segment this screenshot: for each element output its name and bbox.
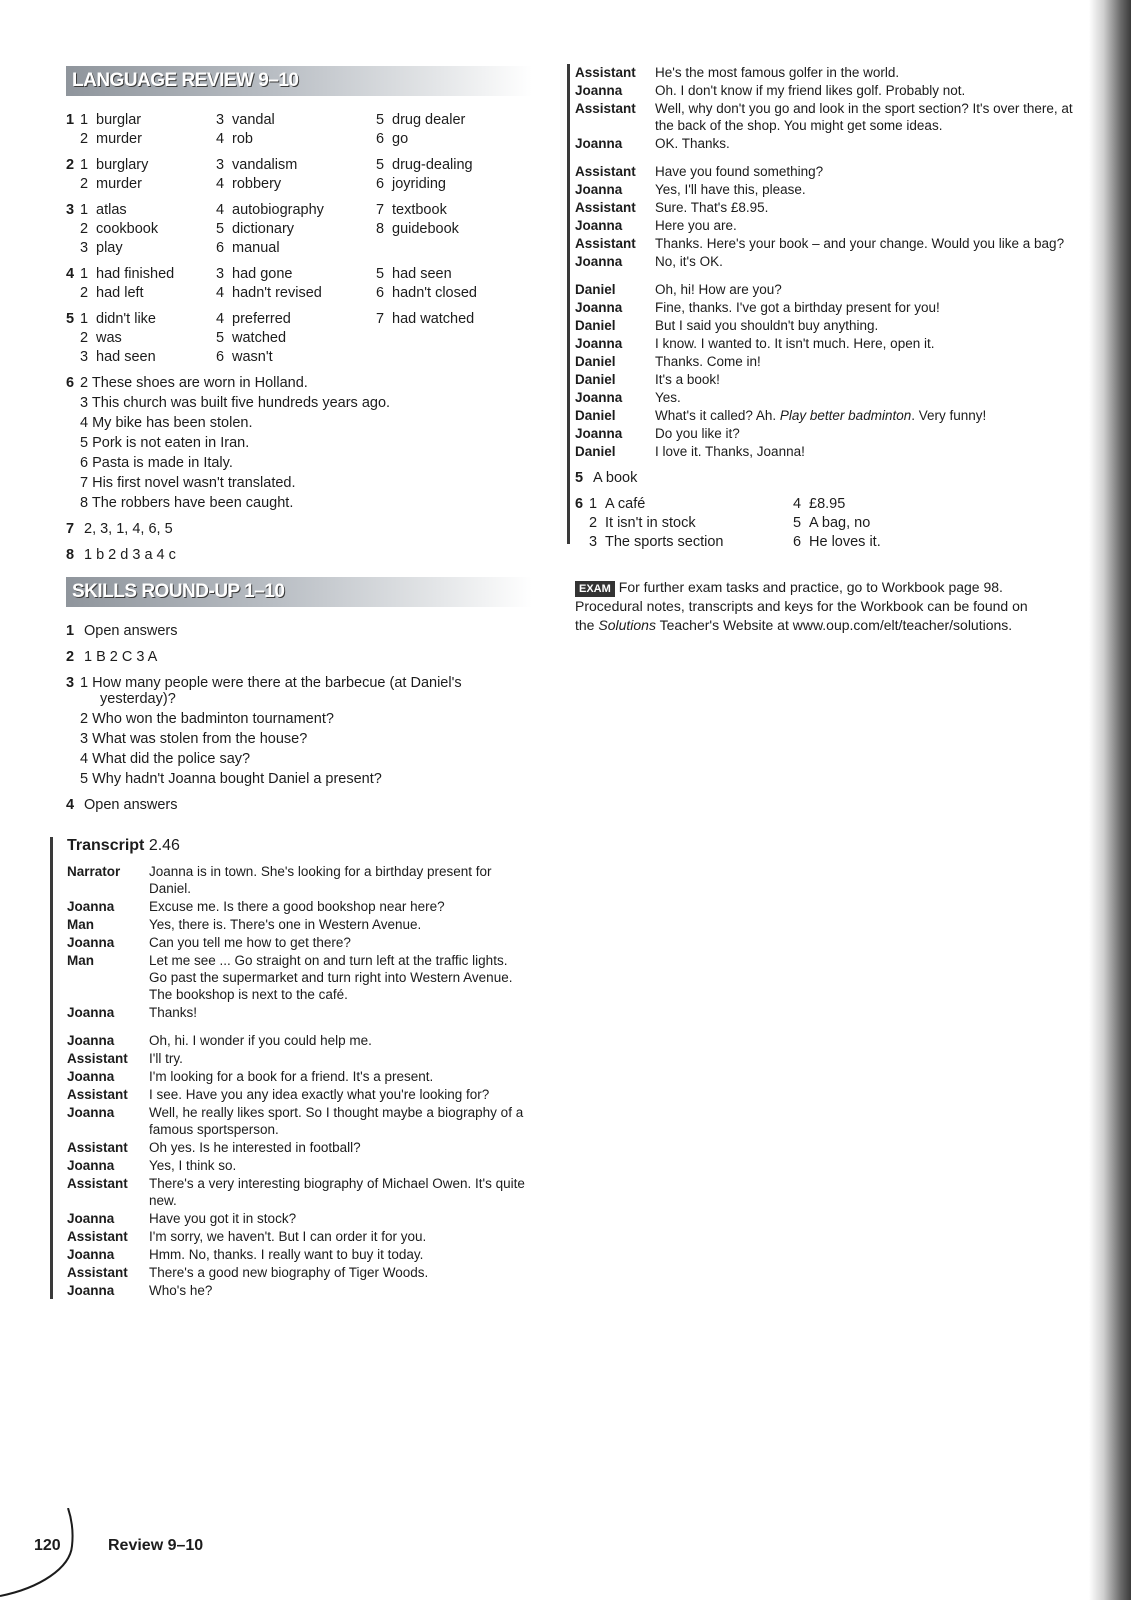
speech-text: Thanks!: [149, 1005, 198, 1020]
speech-text: Oh yes. Is he interested in football?: [149, 1140, 361, 1155]
sr-exercise-3: 3 1 How many people were there at the barbecue (at Daniel's yesterday)? 2 Who won the badminton tournament? 3 What was stolen from the house? 4 What did the police say? 5 Why hadn't Joanna bought Daniel a present?: [66, 675, 526, 787]
answer-item: 2 murder: [80, 131, 142, 147]
answer-line: 2 These shoes are worn in Holland.: [80, 375, 308, 391]
answer-line: 5 Pork is not eaten in Iran.: [80, 435, 250, 451]
answer-item: 5 drug-dealing: [376, 157, 473, 173]
dialogue-line: [575, 335, 1075, 352]
lr-exercise-4: 4 1 had finished 3 had gone 5 had seen 2 had left 4 hadn't revised 6 hadn't closed: [66, 266, 526, 301]
speaker-name: Daniel: [575, 354, 616, 369]
dialogue-line: [67, 1246, 526, 1263]
speech-text: There's a very interesting biography of Michael Owen. It's quite new.: [149, 1176, 525, 1208]
answer-item: [376, 330, 526, 346]
speaker-name: Joanna: [575, 218, 623, 233]
speaker-name: Joanna: [67, 1105, 115, 1120]
speech-text: I know. I wanted to. It isn't much. Here, open it.: [655, 336, 935, 351]
speech-text: Yes.: [655, 390, 681, 405]
dialogue-line: [67, 1104, 526, 1138]
lr-exercise-6: 6 2 These shoes are worn in Holland. 3 This church was built five hundreds years ago. 4 My bike has been stolen. 5 Pork is not eaten in Iran. 6 Pasta is made in Italy. 7 His first novel wasn't translated. 8 The robbers have been caught.: [66, 375, 526, 511]
speaker-name: Joanna: [67, 1247, 115, 1262]
lr-exercise-5: 5 1 didn't like 4 preferred 7 had watched 2 was 5 watched 3 had seen 6 wasn't: [66, 311, 526, 365]
transcript-block: [50, 837, 526, 1299]
dialogue-line: [67, 1086, 526, 1103]
transcript-dialogue-2: [67, 1032, 526, 1299]
dialogue-line: [67, 1282, 526, 1299]
speaker-name: Assistant: [575, 200, 636, 215]
answer-item: 2 cookbook: [80, 221, 159, 237]
speaker-name: Joanna: [67, 1033, 115, 1048]
dialogue-line: [575, 353, 1075, 370]
dialogue-line: [575, 135, 1075, 152]
lr-exercise-3-answers: [80, 202, 526, 256]
lr-exercise-2-answers: [80, 157, 526, 192]
transcript-title: Transcript 2.46: [67, 837, 180, 854]
answer-item: 3 vandal: [216, 112, 275, 128]
speaker-name: Narrator: [67, 864, 121, 879]
right-column: [575, 64, 1075, 635]
answer-item: 1 atlas: [80, 202, 127, 218]
dialogue-line: [575, 235, 1075, 252]
answer-item: 4 rob: [216, 131, 253, 147]
transcript-dialogue-4: [575, 163, 1075, 270]
dialogue-line: [575, 163, 1075, 180]
speech-text: Well, he really likes sport. So I thought maybe a biography of a famous sportsperson.: [149, 1105, 524, 1137]
sr-exercise-3-answers: [80, 675, 526, 787]
page-footer: [0, 1508, 400, 1600]
lr-exercise-8: 8 1 b 2 d 3 a 4 c: [66, 547, 176, 563]
dialogue-line: [67, 1264, 526, 1281]
speaker-name: Assistant: [67, 1051, 128, 1066]
speaker-name: Daniel: [575, 444, 616, 459]
answer-line: 4 My bike has been stolen.: [80, 415, 253, 431]
page-binding-shadow: [1089, 0, 1131, 1600]
answer-item: 3 play: [80, 240, 123, 256]
sr-exercise-6: 6 1 A café 4 £8.95 2 It isn't in stock 5 A bag, no 3 The sports section 6 He loves it.: [575, 496, 1075, 550]
dialogue-line: [67, 916, 526, 933]
answer-item: 4 robbery: [216, 176, 282, 192]
dialogue-line: [575, 199, 1075, 216]
answer-item: 2 It isn't in stock: [589, 515, 696, 531]
left-column: [66, 66, 526, 1300]
speaker-name: Joanna: [575, 390, 623, 405]
dialogue-line: [67, 1157, 526, 1174]
speech-text: Can you tell me how to get there?: [149, 935, 351, 950]
dialogue-line: [67, 952, 526, 1003]
speech-text: There's a good new biography of Tiger Woods.: [149, 1265, 429, 1280]
speech-text: Let me see ... Go straight on and turn left at the traffic lights. Go past the supermarket and turn right into Western Avenue. The bookshop is next to the café.: [149, 953, 513, 1002]
footer-title: Review 9–10: [108, 1537, 204, 1554]
answer-item: 4 hadn't revised: [216, 285, 322, 301]
speaker-name: Assistant: [575, 164, 636, 179]
speech-text: Thanks. Come in!: [655, 354, 761, 369]
speaker-name: Assistant: [67, 1265, 128, 1280]
answer-line: 6 Pasta is made in Italy.: [80, 455, 233, 471]
answer-item: 5 A bag, no: [793, 515, 871, 531]
transcript-dialogue-3: [575, 64, 1075, 152]
speaker-name: Daniel: [575, 372, 616, 387]
speaker-name: Joanna: [575, 426, 623, 441]
answer-line: 4 What did the police say?: [80, 751, 251, 767]
dialogue-line: [575, 371, 1075, 388]
dialogue-line: [67, 1050, 526, 1067]
answer-item: 1 A café: [589, 496, 646, 512]
answer-line: 2 Who won the badminton tournament?: [80, 711, 334, 727]
speaker-name: Daniel: [575, 282, 616, 297]
speech-text: Here you are.: [655, 218, 737, 233]
transcript-continuation-bar: [567, 64, 570, 544]
answer-item: 6 He loves it.: [793, 534, 881, 550]
speaker-name: Joanna: [67, 1283, 115, 1298]
page-number: 120: [34, 1537, 61, 1554]
sr-exercise-2: 2 1 B 2 C 3 A: [66, 649, 158, 665]
speaker-name: Joanna: [575, 336, 623, 351]
exam-badge: EXAM: [575, 581, 615, 597]
sr-exercise-4: 4 Open answers: [66, 797, 178, 813]
sr-exercise-5: 5 A book: [575, 470, 638, 486]
dialogue-line: [67, 1068, 526, 1085]
answer-item: [376, 349, 526, 365]
sr-exercise-1: 1 Open answers: [66, 623, 178, 639]
dialogue-line: [67, 898, 526, 915]
speaker-name: Joanna: [67, 899, 115, 914]
answer-item: 1 had finished: [80, 266, 175, 282]
speech-text: OK. Thanks.: [655, 136, 730, 151]
speech-text: Excuse me. Is there a good bookshop near here?: [149, 899, 445, 914]
lr-exercise-4-answers: [80, 266, 526, 301]
speech-text: Hmm. No, thanks. I really want to buy it today.: [149, 1247, 424, 1262]
speaker-name: Assistant: [67, 1176, 128, 1191]
dialogue-line: [67, 1004, 526, 1021]
answer-item: 7 textbook: [376, 202, 447, 218]
dialogue-line: [575, 181, 1075, 198]
speaker-name: Joanna: [67, 1211, 115, 1226]
speaker-name: Assistant: [67, 1140, 128, 1155]
speech-text: Yes, I think so.: [149, 1158, 237, 1173]
speaker-name: Man: [67, 917, 94, 932]
exam-note: EXAM For further exam tasks and practice, go to Workbook page 98. Procedural notes, transcripts and keys for the Workbook can be found on the Solutions Teacher's Website at www.oup.com/elt/teacher/solutions.: [575, 579, 1028, 633]
speaker-name: Joanna: [575, 182, 623, 197]
speech-text: Fine, thanks. I've got a birthday present for you!: [655, 300, 940, 315]
answer-item: 6 wasn't: [216, 349, 273, 365]
speaker-name: Joanna: [575, 83, 623, 98]
dialogue-line: [67, 934, 526, 951]
speaker-name: Assistant: [67, 1229, 128, 1244]
speech-text: Yes, there is. There's one in Western Avenue.: [149, 917, 422, 932]
speaker-name: Joanna: [67, 1069, 115, 1084]
speaker-name: Assistant: [575, 65, 636, 80]
answer-item: 3 had seen: [80, 349, 156, 365]
answer-item: 2 murder: [80, 176, 142, 192]
dialogue-line: [575, 253, 1075, 270]
transcript-dialogue-1: [67, 863, 526, 1021]
speaker-name: Assistant: [67, 1087, 128, 1102]
answer-item: 4 preferred: [216, 311, 291, 327]
dialogue-line: [67, 1032, 526, 1049]
speech-text: He's the most famous golfer in the world.: [655, 65, 900, 80]
answer-item: 8 guidebook: [376, 221, 459, 237]
dialogue-line: [575, 281, 1075, 298]
dialogue-line: [575, 64, 1075, 81]
dialogue-line: [575, 299, 1075, 316]
answer-line: 3 What was stolen from the house?: [80, 731, 308, 747]
dialogue-line: [575, 389, 1075, 406]
answer-item: [376, 240, 526, 256]
answer-item: 7 had watched: [376, 311, 475, 327]
dialogue-line: [575, 82, 1075, 99]
answer-item: 4 autobiography: [216, 202, 324, 218]
speech-text: Joanna is in town. She's looking for a birthday present for Daniel.: [149, 864, 492, 896]
answer-item: 6 manual: [216, 240, 280, 256]
speaker-name: Joanna: [575, 254, 623, 269]
answer-line: 8 The robbers have been caught.: [80, 495, 294, 511]
lr-exercise-3: 3 1 atlas 4 autobiography 7 textbook 2 cookbook 5 dictionary 8 guidebook 3 play 6 manual: [66, 202, 526, 256]
answer-item: 3 had gone: [216, 266, 293, 282]
speech-text: What's it called? Ah. Play better badminton. Very funny!: [655, 408, 987, 423]
dialogue-line: [67, 1228, 526, 1245]
speech-text: Yes, I'll have this, please.: [655, 182, 806, 197]
speaker-name: Joanna: [67, 1005, 115, 1020]
language-review-heading: LANGUAGE REVIEW 9–10: [66, 66, 532, 96]
answer-line: 1 How many people were there at the barbecue (at Daniel's yesterday)?: [80, 675, 462, 707]
dialogue-line: [67, 863, 526, 897]
dialogue-line: [575, 443, 1075, 460]
speaker-name: Joanna: [575, 300, 623, 315]
answer-item: 6 go: [376, 131, 409, 147]
answer-line: 7 His first novel wasn't translated.: [80, 475, 296, 491]
dialogue-line: [575, 317, 1075, 334]
dialogue-line: [575, 407, 1075, 424]
speech-text: But I said you shouldn't buy anything.: [655, 318, 879, 333]
speech-text: No, it's OK.: [655, 254, 723, 269]
lr-exercise-7: 7 2, 3, 1, 4, 6, 5: [66, 521, 173, 537]
lr-exercise-6-answers: [80, 375, 526, 511]
answer-item: 6 joyriding: [376, 176, 446, 192]
speech-text: I'm looking for a book for a friend. It's a present.: [149, 1069, 434, 1084]
answer-item: 5 drug dealer: [376, 112, 466, 128]
speaker-name: Assistant: [575, 101, 636, 116]
speaker-name: Joanna: [67, 1158, 115, 1173]
dialogue-line: [575, 100, 1075, 134]
dialogue-line: [67, 1210, 526, 1227]
speech-text: Sure. That's £8.95.: [655, 200, 769, 215]
speech-text: I see. Have you any idea exactly what you're looking for?: [149, 1087, 490, 1102]
answer-item: 4 £8.95: [793, 496, 846, 512]
dialogue-line: [575, 425, 1075, 442]
speech-text: Do you like it?: [655, 426, 740, 441]
speech-text: Oh, hi. I wonder if you could help me.: [149, 1033, 372, 1048]
answer-item: 3 vandalism: [216, 157, 298, 173]
lr-exercise-1: 1 1 burglar 3 vandal 5 drug dealer 2 murder 4 rob 6 go: [66, 112, 526, 147]
answer-item: 6 hadn't closed: [376, 285, 477, 301]
speaker-name: Daniel: [575, 318, 616, 333]
speech-text: Thanks. Here's your book – and your change. Would you like a bag?: [655, 236, 1065, 251]
transcript-dialogue-5: [575, 281, 1075, 460]
speech-text: Well, why don't you go and look in the sport section? It's over there, at the back of the shop. You might get some ideas.: [655, 101, 1073, 133]
answer-item: 1 burglar: [80, 112, 142, 128]
answer-item: 1 burglary: [80, 157, 149, 173]
answer-item: 2 was: [80, 330, 122, 346]
answer-item: 2 had left: [80, 285, 144, 301]
speaker-name: Joanna: [67, 935, 115, 950]
speech-text: Oh, hi! How are you?: [655, 282, 782, 297]
skills-roundup-heading: SKILLS ROUND-UP 1–10: [66, 577, 532, 607]
answer-item: 1 didn't like: [80, 311, 156, 327]
speaker-name: Assistant: [575, 236, 636, 251]
speech-text: I love it. Thanks, Joanna!: [655, 444, 805, 459]
lr-exercise-2: 2 1 burglary 3 vandalism 5 drug-dealing 2 murder 4 robbery 6 joyriding: [66, 157, 526, 192]
answer-item: 3 The sports section: [589, 534, 724, 550]
dialogue-line: [575, 217, 1075, 234]
dialogue-line: [67, 1175, 526, 1209]
lr-exercise-5-answers: [80, 311, 526, 365]
lr-exercise-1-answers: [80, 112, 526, 147]
speech-text: I'm sorry, we haven't. But I can order it for you.: [149, 1229, 427, 1244]
speech-text: Oh. I don't know if my friend likes golf. Probably not.: [655, 83, 966, 98]
dialogue-line: [67, 1139, 526, 1156]
speech-text: It's a book!: [655, 372, 720, 387]
sr-exercise-6-answers: [589, 496, 1075, 550]
speech-text: Have you got it in stock?: [149, 1211, 297, 1226]
answer-line: 3 This church was built five hundreds years ago.: [80, 395, 391, 411]
answer-item: 5 dictionary: [216, 221, 295, 237]
speech-text: Who's he?: [149, 1283, 213, 1298]
speech-text: Have you found something?: [655, 164, 824, 179]
speaker-name: Man: [67, 953, 94, 968]
answer-item: 5 had seen: [376, 266, 452, 282]
speaker-name: Daniel: [575, 408, 616, 423]
speaker-name: Joanna: [575, 136, 623, 151]
speech-text: I'll try.: [149, 1051, 183, 1066]
answer-item: 5 watched: [216, 330, 287, 346]
answer-line: 5 Why hadn't Joanna bought Daniel a present?: [80, 771, 382, 787]
